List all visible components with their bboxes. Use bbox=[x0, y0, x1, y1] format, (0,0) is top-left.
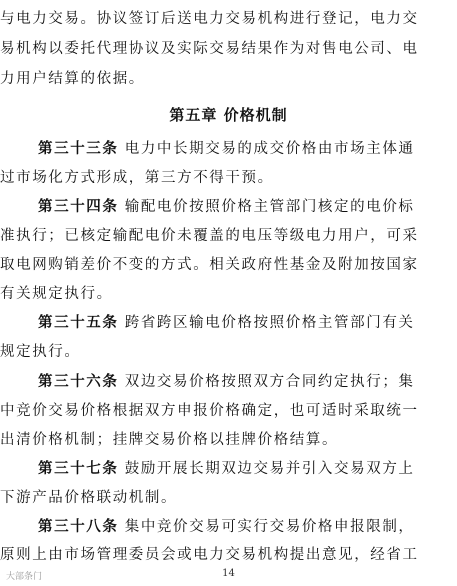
page-number: 14 bbox=[222, 568, 235, 579]
article-label: 第三十五条 bbox=[38, 314, 119, 331]
chapter-heading: 第五章 价格机制 bbox=[169, 106, 288, 124]
article-line: 出清价格机制；挂牌交易价格以挂牌价格结算。 bbox=[0, 432, 339, 448]
intro-line: 与电力交易。协议签订后送电力交易机构进行登记，电力交 bbox=[0, 11, 419, 27]
intro-line: 易机构以委托代理协议及实际交易结果作为对售电公司、电 bbox=[0, 41, 419, 57]
article-first-line bbox=[38, 140, 457, 158]
article-first-line bbox=[38, 198, 457, 216]
article-label: 第三十八条 bbox=[38, 518, 119, 535]
watermark: 大部条门 bbox=[6, 572, 43, 582]
article-text: 双边交易价格按照双方合同约定执行；集 bbox=[124, 374, 415, 390]
article-text: 输配电价按照价格主管部门核定的电价标 bbox=[124, 199, 415, 215]
article-first-line bbox=[38, 373, 457, 391]
article-line: 准执行；已核定输配电价未覆盖的电压等级电力用户，可采 bbox=[0, 228, 419, 244]
article-line: 有关规定执行。 bbox=[0, 286, 113, 302]
article-line: 原则上由市场管理委员会或电力交易机构提出意见，经省工 bbox=[0, 547, 419, 563]
article-line: 规定执行。 bbox=[0, 344, 81, 360]
article-first-line bbox=[38, 314, 457, 332]
article-line: 中竞价交易价格根据双方申报价格确定，也可适时采取统一 bbox=[0, 403, 419, 419]
article-text: 跨省跨区输电价格按照价格主管部门有关 bbox=[124, 315, 415, 331]
article-text: 集中竞价交易可实行交易价格申报限制， bbox=[124, 519, 415, 535]
article-line: 过市场化方式形成，第三方不得干预。 bbox=[0, 170, 274, 186]
article-label: 第三十四条 bbox=[38, 198, 119, 215]
article-text: 鼓励开展长期双边交易并引入交易双方上 bbox=[124, 461, 415, 477]
article-line: 取电网购销差价不变的方式。相关政府性基金及附加按国家 bbox=[0, 257, 419, 273]
article-first-line bbox=[38, 518, 457, 536]
article-label: 第三十六条 bbox=[38, 373, 119, 390]
article-label: 第三十七条 bbox=[38, 460, 119, 477]
article-text: 电力中长期交易的成交价格由市场主体通 bbox=[124, 141, 415, 157]
article-line: 下游产品价格联动机制。 bbox=[0, 490, 178, 506]
article-label: 第三十三条 bbox=[38, 140, 119, 157]
intro-line: 力用户结算的依据。 bbox=[0, 71, 145, 87]
article-first-line bbox=[38, 460, 457, 478]
